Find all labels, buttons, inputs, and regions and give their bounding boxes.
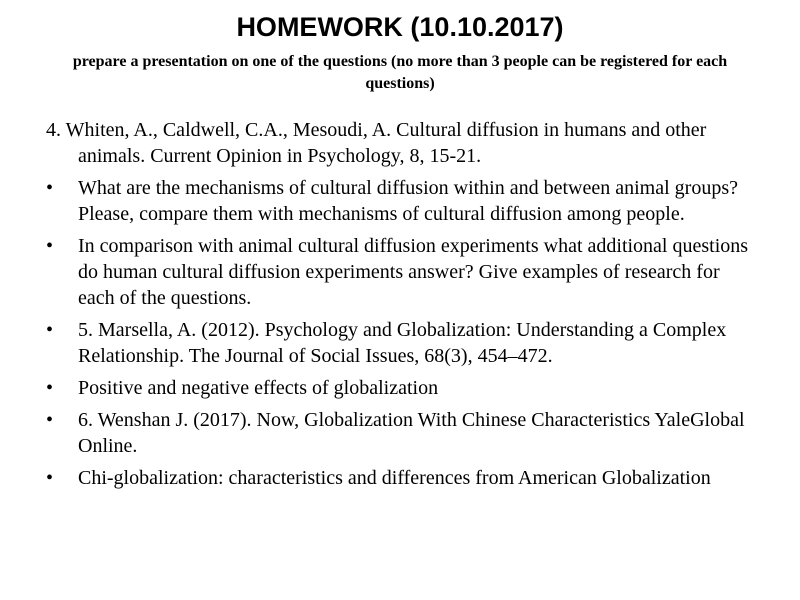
bullet-icon: •	[46, 467, 54, 489]
bullet-icon: •	[46, 235, 54, 257]
slide-title: HOMEWORK (10.10.2017)	[236, 12, 564, 42]
list-item	[46, 465, 758, 491]
list-item	[46, 317, 758, 369]
list-item-text: What are the mechanisms of cultural diffusion within and between animal groups? Please, compare them with mechanisms of cultural diffusion among people.	[78, 177, 738, 225]
list-item	[46, 233, 758, 311]
bullet-icon: •	[46, 319, 54, 341]
list-item-text: 5. Marsella, A. (2012). Psychology and Globalization: Understanding a Complex Relationship. The Journal of Social Issues, 68(3), 454–472.	[78, 319, 727, 367]
bullet-icon: •	[46, 377, 54, 399]
list-item-text: 6. Wenshan J. (2017). Now, Globalization With Chinese Characteristics YaleGlobal Online.	[78, 409, 745, 457]
reference-paragraph: 4. Whiten, A., Caldwell, C.A., Mesoudi, A. Cultural diffusion in humans and other animals. Current Opinion in Psychology, 8, 15-21.	[46, 119, 707, 167]
bullet-icon: •	[46, 409, 54, 431]
bullet-icon: •	[46, 177, 54, 199]
list-item	[46, 407, 758, 459]
list-item-text: Positive and negative effects of globalization	[78, 377, 439, 399]
list-item	[46, 375, 758, 401]
list-item-text: Chi-globalization: characteristics and differences from American Globalization	[78, 467, 711, 489]
list-item	[46, 175, 758, 227]
slide-subtitle: prepare a presentation on one of the questions (no more than 3 people can be registered for each questions)	[72, 53, 728, 92]
list-item-text: In comparison with animal cultural diffusion experiments what additional questions do human cultural diffusion experiments answer? Give examples of research for each of the questions.	[78, 235, 749, 309]
slide-body	[46, 117, 758, 497]
